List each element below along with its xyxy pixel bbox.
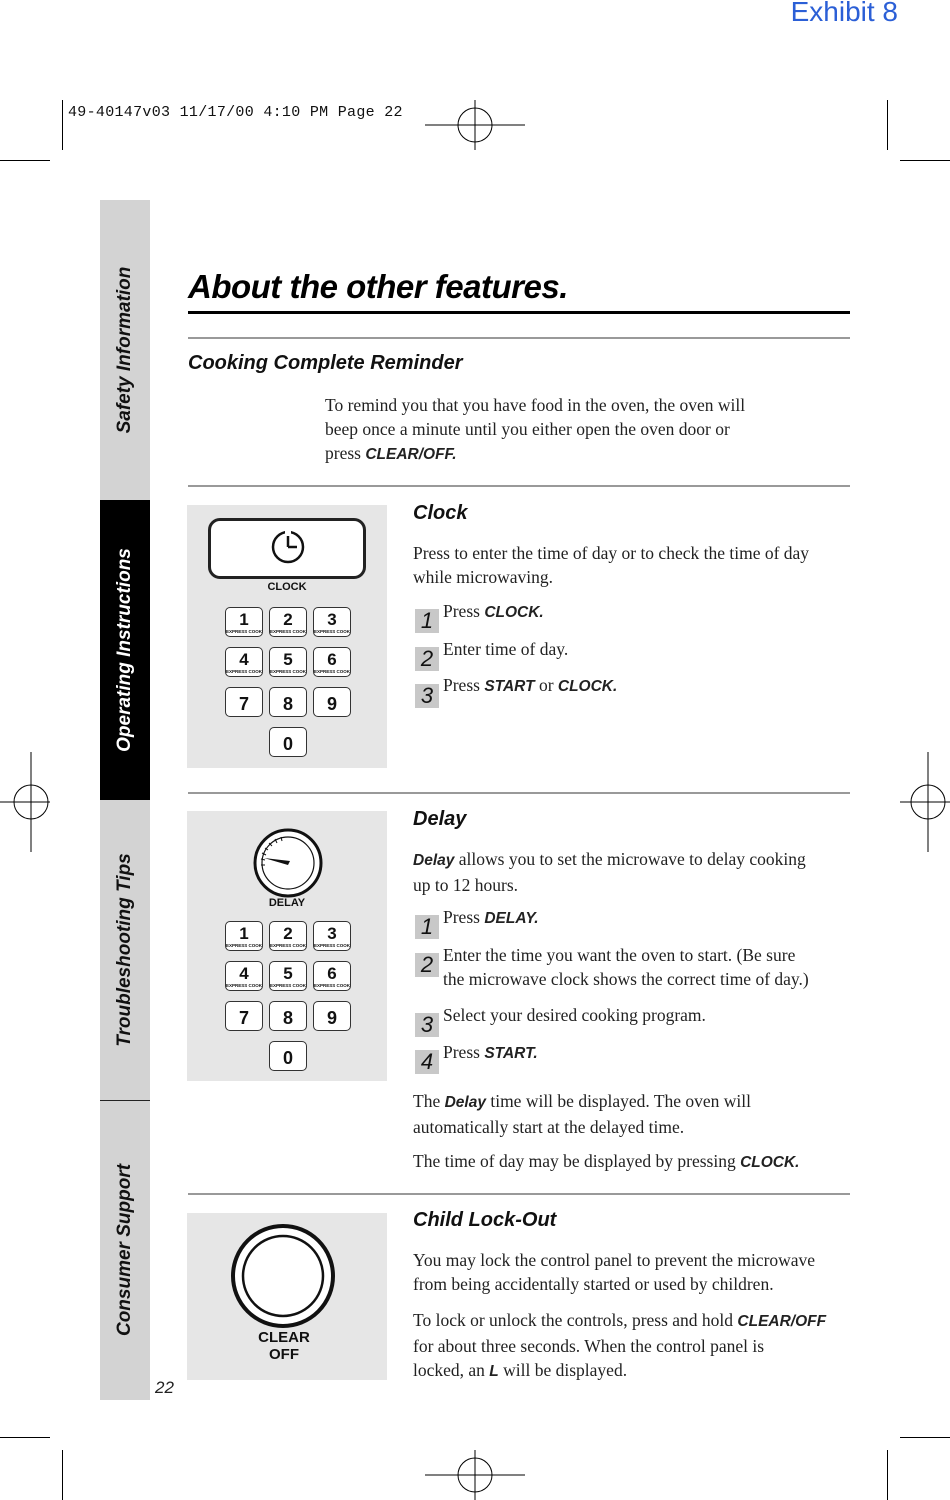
key-digit: 2	[283, 924, 293, 943]
text-line	[413, 1308, 826, 1334]
key-digit: 9	[326, 1008, 337, 1028]
key-digit: 2	[283, 610, 293, 629]
delay-intro	[413, 847, 806, 897]
key-digit: 4	[239, 650, 249, 669]
key-9[interactable]	[313, 1001, 351, 1031]
delay-step-3: Select your desired cooking program.	[443, 1005, 706, 1025]
clock-step-2-number: 2	[415, 647, 439, 671]
key-digit: 1	[239, 610, 249, 629]
key-digit: 3	[327, 924, 337, 943]
clock-label: CLOCK	[267, 581, 307, 593]
text-line: automatically start at the delayed time.	[413, 1117, 685, 1137]
text-line: beep once a minute until you either open the oven door or	[325, 419, 730, 439]
text-line: To remind you that you have food in the oven, the oven will	[325, 395, 746, 415]
key-digit: 5	[283, 964, 293, 983]
key-6[interactable]	[313, 647, 351, 677]
text-line: You may lock the control panel to prevent the microwave	[413, 1250, 816, 1270]
delay-step-2	[443, 943, 809, 991]
clock-bold: CLOCK.	[557, 678, 618, 695]
clock-step-3-number: 3	[415, 684, 439, 708]
text-line: Enter the time you want the oven to start. (Be sure	[443, 945, 796, 965]
key-digit: 1	[239, 924, 249, 943]
key-2[interactable]	[269, 921, 307, 951]
key-3[interactable]	[313, 921, 351, 951]
tab-troubleshooting-tips[interactable]	[100, 800, 150, 1100]
clock-panel-illustration	[187, 505, 387, 768]
text-line	[413, 847, 806, 873]
delay-label: DELAY	[268, 897, 306, 909]
key-9[interactable]	[313, 687, 351, 717]
delay-heading: Delay	[413, 808, 467, 830]
tab-operating-instructions[interactable]	[100, 500, 150, 800]
key-sublabel: EXPRESS COOK	[314, 943, 351, 948]
key-4[interactable]	[225, 961, 263, 991]
section-divider	[188, 485, 850, 487]
text-line	[413, 1089, 751, 1115]
registration-mark-right	[900, 752, 950, 852]
key-sublabel: EXPRESS COOK	[314, 629, 351, 634]
clock-step-1	[443, 599, 544, 625]
clock-bold: CLOCK.	[740, 1154, 800, 1171]
key-sublabel: EXPRESS COOK	[226, 629, 263, 634]
delay-bold: Delay	[413, 852, 455, 869]
child-lock-heading: Child Lock-Out	[413, 1209, 557, 1231]
key-1[interactable]	[225, 921, 263, 951]
clear-off-label	[232, 1329, 336, 1363]
delay-panel-illustration	[187, 811, 387, 1081]
clock-text	[413, 541, 809, 589]
key-sublabel: EXPRESS COOK	[314, 669, 351, 674]
key-7[interactable]	[225, 687, 263, 717]
delay-note-2	[413, 1149, 800, 1175]
text-span: or	[534, 675, 558, 695]
key-7[interactable]	[225, 1001, 263, 1031]
tab-label: Safety Information	[114, 266, 135, 434]
key-digit: 0	[282, 734, 293, 754]
key-digit: 7	[238, 1008, 249, 1028]
page-number: 22	[155, 1378, 174, 1397]
l-bold: L	[489, 1363, 499, 1380]
key-0[interactable]	[269, 1041, 307, 1071]
key-sublabel: EXPRESS COOK	[270, 983, 307, 988]
key-8[interactable]	[269, 687, 307, 717]
delay-bold: DELAY.	[484, 910, 539, 927]
text-line: while microwaving.	[413, 567, 553, 587]
key-8[interactable]	[269, 1001, 307, 1031]
text-line	[325, 441, 745, 467]
key-digit: 6	[327, 964, 337, 983]
key-4[interactable]	[225, 647, 263, 677]
registration-mark-bottom	[425, 1450, 525, 1500]
child-lock-text-2	[413, 1308, 826, 1384]
key-digit: 8	[282, 694, 293, 714]
key-sublabel: EXPRESS COOK	[270, 943, 307, 948]
text-span: Press	[443, 601, 485, 621]
text-span: press	[325, 443, 366, 463]
key-sublabel: EXPRESS COOK	[226, 943, 263, 948]
sidebar	[100, 200, 150, 1400]
section-divider	[188, 337, 850, 339]
start-bold: START	[484, 678, 535, 695]
key-5[interactable]	[269, 647, 307, 677]
delay-note-1	[413, 1089, 751, 1139]
key-digit: 5	[283, 650, 293, 669]
key-digit: 0	[282, 1048, 293, 1068]
key-sublabel: EXPRESS COOK	[270, 669, 307, 674]
clock-button[interactable]	[208, 518, 366, 579]
delay-dial-button[interactable]	[252, 827, 324, 899]
tab-consumer-support[interactable]	[100, 1100, 150, 1400]
tab-label: Troubleshooting Tips	[114, 853, 135, 1047]
registration-mark-top	[425, 100, 525, 150]
text-span: Press	[443, 907, 485, 927]
clock-icon	[271, 530, 305, 564]
clear-off-button[interactable]	[230, 1223, 336, 1329]
text-span: The time of day may be displayed by pressing	[413, 1151, 741, 1171]
key-1[interactable]	[225, 607, 263, 637]
text-span: allows you to set the microwave to delay cooking	[454, 849, 806, 869]
clock-step-3	[443, 673, 617, 699]
key-digit: 4	[239, 964, 249, 983]
clear-off-bold: CLEAR/OFF.	[365, 446, 457, 463]
text-line: up to 12 hours.	[413, 875, 518, 895]
key-digit: 8	[282, 1008, 293, 1028]
clock-bold: CLOCK.	[484, 604, 544, 621]
child-lock-panel-illustration	[187, 1213, 387, 1380]
section-divider	[188, 1193, 850, 1195]
text-span: locked, an	[413, 1360, 490, 1380]
title-rule	[188, 311, 850, 314]
text-span: The	[413, 1091, 445, 1111]
key-digit: 3	[327, 610, 337, 629]
key-digit: 9	[326, 694, 337, 714]
key-0[interactable]	[269, 727, 307, 757]
text-line: from being accidentally started or used by children.	[413, 1274, 774, 1294]
key-6[interactable]	[313, 961, 351, 991]
start-bold: START.	[484, 1045, 538, 1062]
tab-safety-information[interactable]	[100, 200, 150, 500]
delay-step-4	[443, 1040, 538, 1066]
key-sublabel: EXPRESS COOK	[314, 983, 351, 988]
text-span: Press	[443, 1042, 485, 1062]
cooking-complete-text	[325, 393, 745, 467]
text-span: To lock or unlock the controls, press and hold	[413, 1310, 738, 1330]
key-sublabel: EXPRESS COOK	[226, 669, 263, 674]
tab-label: Consumer Support	[114, 1163, 135, 1337]
text-line: the microwave clock shows the correct time of day.)	[443, 969, 809, 989]
clear-text: CLEAR	[258, 1329, 310, 1346]
print-info: 49-40147v03 11/17/00 4:10 PM Page 22	[68, 104, 403, 121]
clock-step-2: Enter time of day.	[443, 639, 569, 659]
text-span: Press	[443, 675, 485, 695]
text-line: Press to enter the time of day or to check the time of day	[413, 543, 810, 563]
child-lock-text-1	[413, 1248, 815, 1296]
page-title: About the other features.	[188, 268, 568, 305]
key-digit: 7	[238, 694, 249, 714]
clock-step-1-number: 1	[415, 609, 439, 633]
exhibit-label: Exhibit 8	[790, 0, 898, 27]
text-line	[413, 1358, 826, 1384]
key-digit: 6	[327, 650, 337, 669]
delay-step-1	[443, 905, 539, 931]
tab-label: Operating Instructions	[114, 548, 135, 752]
text-span: will be displayed.	[498, 1360, 628, 1380]
key-sublabel: EXPRESS COOK	[226, 983, 263, 988]
off-text: OFF	[269, 1346, 299, 1363]
key-5[interactable]	[269, 961, 307, 991]
delay-step-3-number: 3	[415, 1013, 439, 1037]
delay-bold: Delay	[444, 1094, 486, 1111]
clear-off-bold: CLEAR/OFF	[737, 1313, 827, 1330]
key-2[interactable]	[269, 607, 307, 637]
delay-step-4-number: 4	[415, 1050, 439, 1074]
delay-step-2-number: 2	[415, 953, 439, 977]
registration-mark-left	[0, 752, 50, 852]
clock-heading: Clock	[413, 502, 468, 524]
text-line: for about three seconds. When the control panel is	[413, 1336, 765, 1356]
text-span: time will be displayed. The oven will	[485, 1091, 752, 1111]
key-3[interactable]	[313, 607, 351, 637]
cooking-complete-heading: Cooking Complete Reminder	[188, 352, 463, 374]
delay-step-1-number: 1	[415, 915, 439, 939]
key-sublabel: EXPRESS COOK	[270, 629, 307, 634]
section-divider	[188, 792, 850, 794]
